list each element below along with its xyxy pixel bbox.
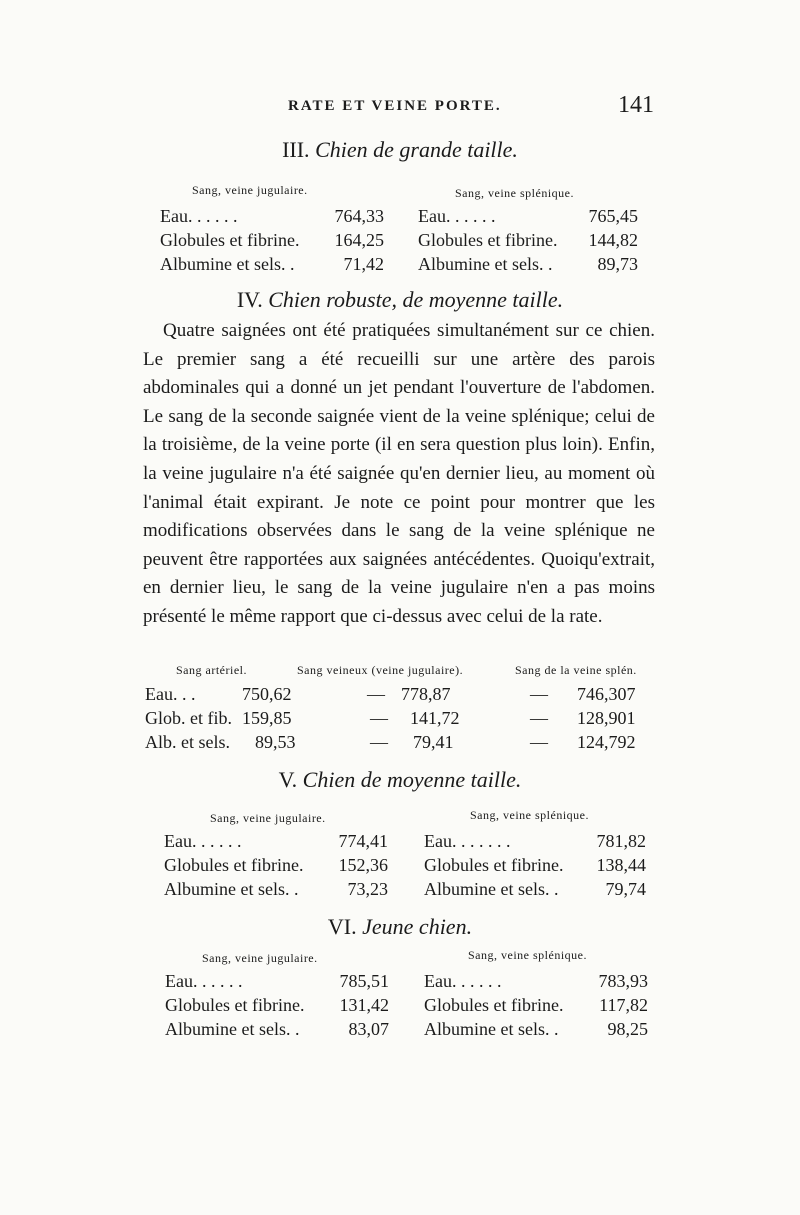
section-title-iv xyxy=(0,287,800,313)
table-row xyxy=(164,879,388,905)
arterial-value: 750,62 xyxy=(242,684,292,704)
row-label: Globules et fibrine. xyxy=(418,230,558,250)
section-heading: Jeune chien. xyxy=(362,914,473,939)
dash: — xyxy=(530,708,548,728)
row-value: 774,41 xyxy=(338,831,388,851)
row-label: Albumine et sels. . xyxy=(418,254,553,274)
row-value: 83,07 xyxy=(348,1019,389,1039)
arterial-value: 159,85 xyxy=(242,708,292,728)
row-label: Globules et fibrine. xyxy=(424,995,564,1015)
table-row xyxy=(160,254,384,280)
row-value: 765,45 xyxy=(588,206,638,226)
section-heading: Chien de grande taille. xyxy=(315,137,518,162)
row-label: Globules et fibrine. xyxy=(164,855,304,875)
splenic-value: 124,792 xyxy=(577,732,636,752)
column-header-splenic: Sang, veine splénique. xyxy=(470,808,589,822)
table-row xyxy=(424,995,648,1021)
row-label: Glob. et fib. xyxy=(145,708,232,728)
row-value: 98,25 xyxy=(607,1019,648,1039)
table-row xyxy=(145,732,645,758)
table-row xyxy=(424,1019,648,1045)
table-row xyxy=(418,206,638,232)
row-label: Globules et fibrine. xyxy=(424,855,564,875)
table-row xyxy=(164,855,388,881)
row-label: Alb. et sels. xyxy=(145,732,230,752)
section-number: III. xyxy=(282,137,310,162)
table-row xyxy=(145,684,645,710)
row-label: Albumine et sels. . xyxy=(164,879,299,899)
dash: — xyxy=(530,684,548,704)
row-value: 117,82 xyxy=(599,995,648,1015)
row-value: 131,42 xyxy=(339,995,389,1015)
table-row xyxy=(160,206,384,232)
row-value: 783,93 xyxy=(598,971,648,991)
table-row xyxy=(165,1019,389,1045)
jugular-value: 778,87 xyxy=(401,684,451,704)
table-row xyxy=(424,831,646,857)
row-label: Albumine et sels. . xyxy=(165,1019,300,1039)
row-value: 71,42 xyxy=(343,254,384,274)
section-heading: Chien de moyenne taille. xyxy=(302,767,522,792)
row-value: 79,74 xyxy=(605,879,646,899)
column-header-splenic: Sang, veine splénique. xyxy=(468,948,587,962)
row-label: Eau. . . . . . xyxy=(424,971,502,991)
dash: — xyxy=(370,732,388,752)
page-number: 141 xyxy=(618,92,654,118)
table-row xyxy=(418,254,638,280)
table-row xyxy=(145,708,645,734)
row-label: Albumine et sels. . xyxy=(424,879,559,899)
dash: — xyxy=(530,732,548,752)
row-value: 785,51 xyxy=(339,971,389,991)
column-header-arterial: Sang artériel. xyxy=(176,663,247,677)
running-title: RATE ET VEINE PORTE. xyxy=(288,98,502,114)
row-label: Albumine et sels. . xyxy=(424,1019,559,1039)
row-label: Eau. . . . . . xyxy=(160,206,238,226)
section-title-vi xyxy=(0,914,800,940)
column-header-splenic: Sang, veine splénique. xyxy=(455,186,574,200)
row-label: Globules et fibrine. xyxy=(165,995,305,1015)
table-row xyxy=(165,995,389,1021)
section-title-v xyxy=(0,767,800,793)
splenic-value: 128,901 xyxy=(577,708,636,728)
table-row xyxy=(164,831,388,857)
table-row xyxy=(165,971,389,997)
row-label: Eau. . . xyxy=(145,684,196,704)
section-title-iii xyxy=(0,137,800,163)
section-number: V. xyxy=(278,767,298,792)
row-value: 89,73 xyxy=(597,254,638,274)
splenic-value: 746,307 xyxy=(577,684,636,704)
row-label: Eau. . . . . . xyxy=(164,831,242,851)
table-row xyxy=(160,230,384,256)
page-header xyxy=(0,92,800,126)
row-value: 152,36 xyxy=(338,855,388,875)
column-header-jugular: Sang, veine jugulaire. xyxy=(210,811,326,825)
column-header-jugular: Sang, veine jugulaire. xyxy=(202,951,318,965)
row-value: 764,33 xyxy=(334,206,384,226)
row-label: Eau. . . . . . xyxy=(165,971,243,991)
row-value: 164,25 xyxy=(334,230,384,250)
jugular-value: 79,41 xyxy=(413,732,454,752)
column-header-splenic: Sang de la veine splén. xyxy=(515,663,637,677)
row-label: Eau. . . . . . . xyxy=(424,831,511,851)
row-value: 144,82 xyxy=(588,230,638,250)
body-paragraph: Quatre saignées ont été pratiquées simultanément sur ce chien. Le premier sang a été recueilli sur une artère des parois abdominales qui a donné un jet pendant l'ouverture de l'abdomen. Le sang de la seconde saignée vient de la veine splénique; celui de la troisième, de la veine porte (il en sera question plus loin). Enfin, la veine jugulaire n'a été saignée qu'en dernier lieu, au moment où l'animal était expirant. Je note ce point pour montrer que les modifications observées dans le sang de la veine splénique ne peuvent être rapportées aux saignées antécédentes. Quoiqu'extrait, en dernier lieu, le sang de la veine jugulaire n'en a pas moins présenté le même rapport que ci-dessus avec celui de la rate. xyxy=(143,320,655,627)
row-label: Globules et fibrine. xyxy=(160,230,300,250)
row-label: Albumine et sels. . xyxy=(160,254,295,274)
table-row xyxy=(424,971,648,997)
row-value: 138,44 xyxy=(596,855,646,875)
dash: — xyxy=(367,684,385,704)
table-row xyxy=(424,879,646,905)
jugular-value: 141,72 xyxy=(410,708,460,728)
dash: — xyxy=(370,708,388,728)
section-heading: Chien robuste, de moyenne taille. xyxy=(268,287,564,312)
table-row xyxy=(418,230,638,256)
row-label: Eau. . . . . . xyxy=(418,206,496,226)
column-header-jugular: Sang, veine jugulaire. xyxy=(192,183,308,197)
section-number: IV. xyxy=(236,287,263,312)
column-header-venous: Sang veineux (veine jugulaire). xyxy=(297,663,464,677)
row-value: 73,23 xyxy=(347,879,388,899)
table-row xyxy=(424,855,646,881)
section-number: VI. xyxy=(327,914,357,939)
arterial-value: 89,53 xyxy=(255,732,296,752)
row-value: 781,82 xyxy=(596,831,646,851)
